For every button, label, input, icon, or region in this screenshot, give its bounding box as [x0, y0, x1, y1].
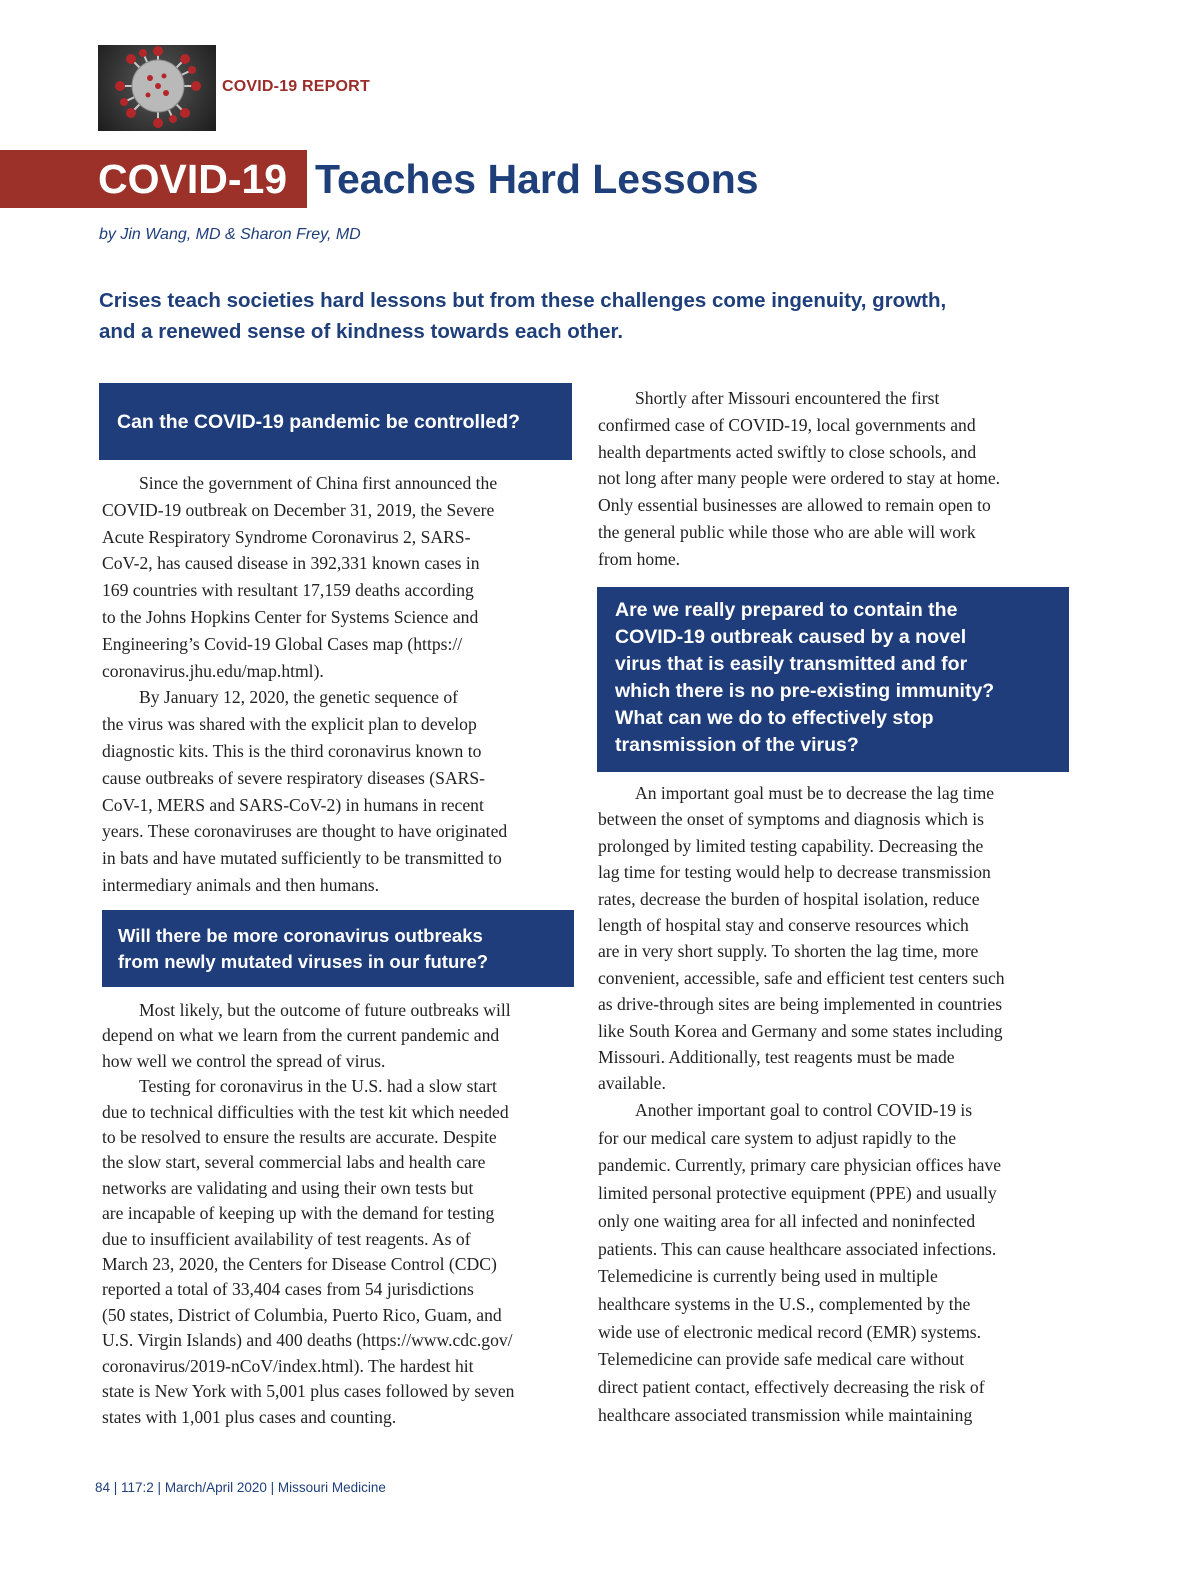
text-line: available.: [598, 1073, 666, 1094]
text-line: pandemic. Currently, primary care physician offices have: [598, 1155, 1002, 1176]
text-line: 169 countries with resultant 17,159 deaths according: [102, 580, 474, 601]
text-line: cause outbreaks of severe respiratory diseases (SARS-: [102, 767, 486, 788]
question-line: COVID-19 outbreak caused by a novel: [615, 626, 967, 648]
text-line: patients. This can cause healthcare associated infections.: [598, 1238, 997, 1259]
question-box-future-outbreaks: [102, 910, 574, 987]
question-box-preparedness: [597, 587, 1069, 772]
text-line: as drive-through sites are being implemented in countries: [598, 994, 1003, 1015]
text-line: from home.: [598, 548, 681, 569]
text-line: to the Johns Hopkins Center for Systems Science and: [102, 606, 479, 627]
question-line: virus that is easily transmitted and for: [615, 653, 968, 675]
text-line: Shortly after Missouri encountered the first: [635, 388, 940, 408]
text-line: coronavirus/2019-nCoV/index.html). The hardest hit: [102, 1355, 474, 1376]
text-line: not long after many people were ordered to stay at home.: [598, 468, 1001, 489]
text-line: coronavirus.jhu.edu/map.html).: [102, 660, 324, 681]
question-line: which there is no pre-existing immunity?: [615, 680, 995, 702]
text-line: between the onset of symptoms and diagnosis which is: [598, 809, 985, 830]
column-text-4: [598, 780, 1005, 1097]
text-line: the general public while those who are able will work: [598, 521, 976, 542]
text-line: confirmed case of COVID-19, local governments and: [598, 414, 976, 435]
text-line: like South Korea and Germany and some states including: [598, 1020, 1003, 1041]
text-line: rates, decrease the burden of hospital isolation, reduce: [598, 888, 980, 909]
text-line: Testing for coronavirus in the U.S. had a slow start: [139, 1076, 497, 1097]
text-line: due to insufficient availability of test reagents. As of: [102, 1228, 471, 1249]
text-line: prolonged by limited testing capability. Decreasing the: [598, 835, 984, 856]
question-line: transmission of the virus?: [615, 734, 859, 756]
question-line: Will there be more coronavirus outbreaks: [118, 925, 483, 946]
text-line: Telemedicine is currently being used in multiple: [598, 1266, 938, 1287]
text-line: Engineering’s Covid-19 Global Cases map (https://: [102, 633, 463, 654]
text-line: CoV-1, MERS and SARS-CoV-2) in humans in recent: [102, 794, 484, 815]
deck-line: Crises teach societies hard lessons but from these challenges come ingenuity, growth,: [99, 289, 947, 312]
text-line: intermediary animals and then humans.: [102, 874, 380, 895]
column-text-1: [102, 470, 507, 899]
text-line: COVID-19 outbreak on December 31, 2019, the Severe: [102, 499, 495, 520]
text-line: Missouri. Additionally, test reagents must be made: [598, 1047, 955, 1068]
deck-line: and a renewed sense of kindness towards each other.: [99, 320, 624, 343]
text-line: health departments acted swiftly to close schools, and: [598, 441, 977, 462]
text-line: U.S. Virgin Islands) and 400 deaths (https://www.cdc.gov/: [102, 1330, 513, 1351]
section-label: COVID-19 REPORT: [222, 78, 370, 95]
text-line: length of hospital stay and conserve resources which: [598, 915, 969, 936]
text-line: Only essential businesses are allowed to remain open to: [598, 495, 991, 516]
question-line: from newly mutated viruses in our future?: [118, 951, 489, 972]
text-line: convenient, accessible, safe and efficient test centers such: [598, 967, 1005, 988]
text-line: An important goal must be to decrease the lag time: [635, 783, 995, 803]
text-line: depend on what we learn from the current pandemic and: [102, 1025, 500, 1046]
text-line: years. These coronaviruses are thought to have originated: [102, 821, 508, 842]
text-line: state is New York with 5,001 plus cases followed by seven: [102, 1381, 515, 1402]
byline: by Jin Wang, MD & Sharon Frey, MD: [99, 226, 361, 243]
text-line: are incapable of keeping up with the demand for testing: [102, 1203, 495, 1224]
text-line: CoV-2, has caused disease in 392,331 known cases in: [102, 553, 480, 574]
text-line: healthcare associated transmission while maintaining: [598, 1404, 973, 1425]
text-line: states with 1,001 plus cases and counting.: [102, 1406, 397, 1427]
text-line: healthcare systems in the U.S., complemented by the: [598, 1293, 971, 1314]
text-line: to be resolved to ensure the results are accurate. Despite: [102, 1127, 497, 1148]
text-line: Telemedicine can provide safe medical care without: [598, 1349, 965, 1370]
text-line: networks are validating and using their own tests but: [102, 1177, 474, 1198]
deck: [99, 285, 1059, 347]
text-line: due to technical difficulties with the test kit which needed: [102, 1101, 509, 1122]
question-box-controlled: [99, 383, 572, 460]
text-line: limited personal protective equipment (PPE) and usually: [598, 1183, 997, 1204]
text-line: Acute Respiratory Syndrome Coronavirus 2, SARS-: [102, 526, 471, 547]
title-highlight: COVID-19: [98, 156, 288, 202]
column-text-3: [598, 385, 1000, 573]
text-line: for our medical care system to adjust rapidly to the: [598, 1127, 957, 1148]
text-line: are in very short supply. To shorten the lag time, more: [598, 941, 979, 962]
question-line: Can the COVID-19 pandemic be controlled?: [117, 411, 521, 433]
question-line: What can we do to effectively stop: [615, 707, 934, 729]
text-line: the slow start, several commercial labs and health care: [102, 1152, 486, 1173]
text-line: the virus was shared with the explicit plan to develop: [102, 714, 477, 735]
column-text-5: [598, 1097, 1001, 1429]
text-line: in bats and have mutated sufficiently to be transmitted to: [102, 848, 502, 869]
page-footer: 84 | 117:2 | March/April 2020 | Missouri Medicine: [95, 1480, 386, 1495]
text-line: (50 states, District of Columbia, Puerto Rico, Guam, and: [102, 1304, 502, 1325]
text-line: wide use of electronic medical record (EMR) systems.: [598, 1321, 982, 1342]
text-line: diagnostic kits. This is the third coronavirus known to: [102, 740, 482, 761]
text-line: Most likely, but the outcome of future outbreaks will: [139, 1000, 511, 1020]
text-line: only one waiting area for all infected and noninfected: [598, 1210, 976, 1231]
text-line: direct patient contact, effectively decreasing the risk of: [598, 1377, 985, 1398]
text-line: Another important goal to control COVID-19 is: [635, 1100, 973, 1120]
text-line: how well we control the spread of virus.: [102, 1050, 386, 1071]
text-line: By January 12, 2020, the genetic sequence of: [139, 687, 459, 708]
text-line: March 23, 2020, the Centers for Disease Control (CDC): [102, 1254, 497, 1275]
coronavirus-icon: [98, 45, 216, 131]
column-text-2: [102, 998, 514, 1430]
text-line: reported a total of 33,404 cases from 54 jurisdictions: [102, 1279, 474, 1300]
question-line: Are we really prepared to contain the: [615, 599, 958, 621]
text-line: Since the government of China first announced the: [139, 473, 498, 493]
text-line: lag time for testing would help to decrease transmission: [598, 862, 991, 883]
page-title: Teaches Hard Lessons: [315, 156, 759, 202]
